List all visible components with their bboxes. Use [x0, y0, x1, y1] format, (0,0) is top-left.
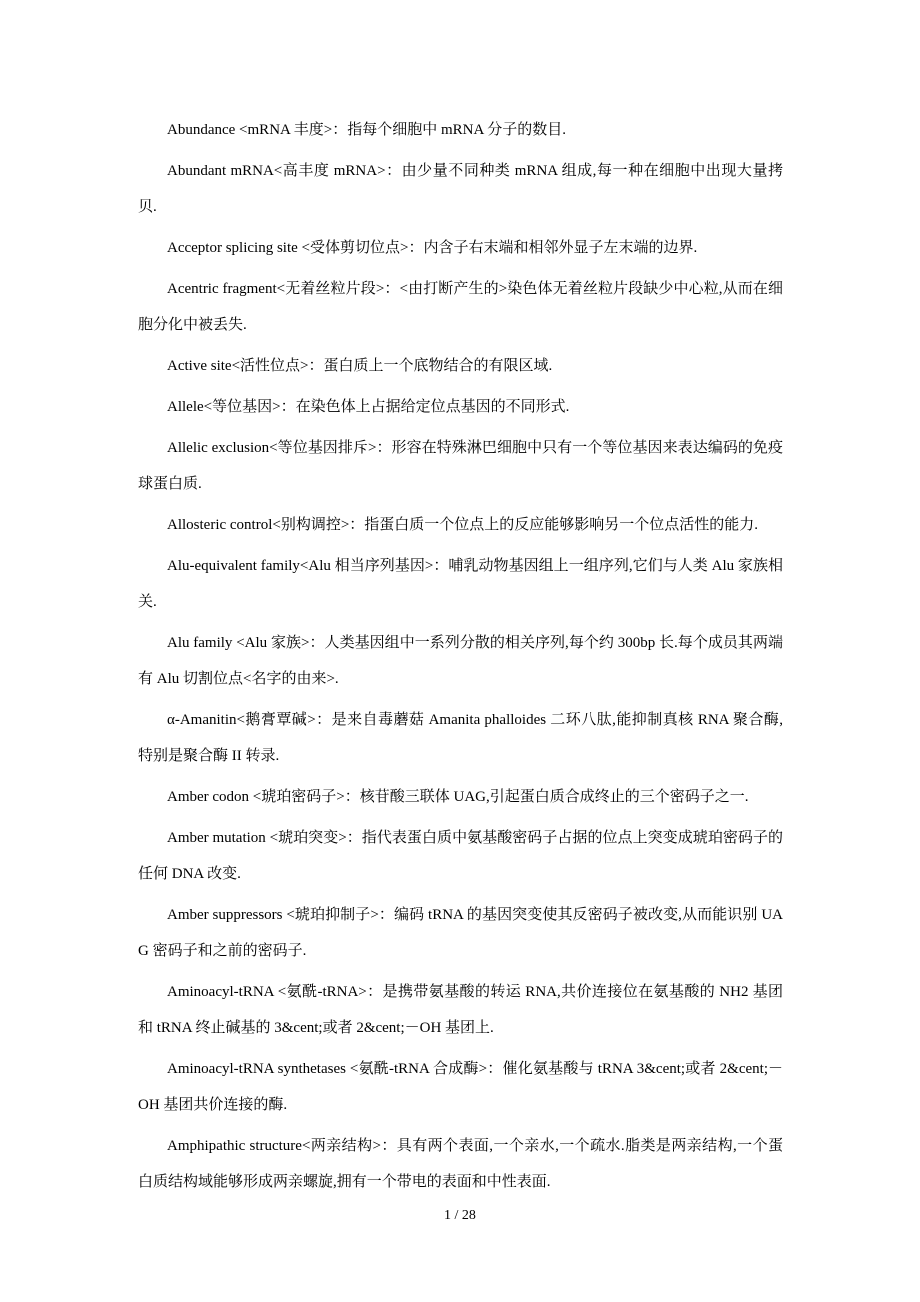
glossary-entry-amphipathic-structure: Amphipathic structure<两亲结构>：具有两个表面,一个亲水,一个疏水.脂类是两亲结构,一个蛋白质结构域能够形成两亲螺旋,拥有一个带电的表面和中性表面. [138, 1138, 783, 1190]
glossary-entry-abundance: Abundance <mRNA 丰度>：指每个细胞中 mRNA 分子的数目. [167, 122, 566, 138]
glossary-entry-alu-family: Alu family <Alu 家族>：人类基因组中一系列分散的相关序列,每个约 300bp 长.每个成员其两端有 Alu 切割位点<名字的由来>. [138, 635, 783, 687]
glossary-body [138, 112, 783, 1205]
glossary-entry-aminoacyl-trna-synthetases: Aminoacyl-tRNA synthetases <氨酰-tRNA 合成酶>：催化氨基酸与 tRNA 3&cent;或者 2&cent;－OH 基团共价连接的酶. [138, 1061, 783, 1113]
page-number: 1 / 28 [444, 1208, 476, 1223]
glossary-entry-acceptor-splicing-site: Acceptor splicing site <受体剪切位点>：内含子右末端和相邻外显子左末端的边界. [167, 240, 698, 256]
glossary-entry-amber-codon: Amber codon <琥珀密码子>：核苷酸三联体 UAG,引起蛋白质合成终止的三个密码子之一. [167, 789, 749, 805]
glossary-entry-allele: Allele<等位基因>：在染色体上占据给定位点基因的不同形式. [167, 399, 570, 415]
glossary-entry-alu-equivalent-family: Alu-equivalent family<Alu 相当序列基因>：哺乳动物基因组上一组序列,它们与人类 Alu 家族相关. [138, 558, 783, 610]
glossary-entry-aminoacyl-trna: Aminoacyl-tRNA <氨酰-tRNA>：是携带氨基酸的转运 RNA,共价连接位在氨基酸的 NH2 基团和 tRNA 终止碱基的 3&cent;或者 2&cent;－OH 基团上. [138, 984, 783, 1036]
glossary-entry-abundant-mrna: Abundant mRNA<高丰度 mRNA>：由少量不同种类 mRNA 组成,每一种在细胞中出现大量拷贝. [138, 163, 783, 215]
glossary-entry-allosteric-control: Allosteric control<别构调控>：指蛋白质一个位点上的反应能够影响另一个位点活性的能力. [167, 517, 759, 533]
glossary-entry-alpha-amanitin: α-Amanitin<鹅膏覃碱>：是来自毒蘑菇 Amanita phalloides 二环八肽,能抑制真核 RNA 聚合酶,特别是聚合酶 II 转录. [138, 712, 783, 764]
glossary-entry-amber-suppressors: Amber suppressors <琥珀抑制子>：编码 tRNA 的基因突变使其反密码子被改变,从而能识别 UAG 密码子和之前的密码子. [138, 907, 783, 959]
glossary-entry-active-site: Active site<活性位点>：蛋白质上一个底物结合的有限区域. [167, 358, 553, 374]
glossary-entry-amber-mutation: Amber mutation <琥珀突变>：指代表蛋白质中氨基酸密码子占据的位点上突变成琥珀密码子的任何 DNA 改变. [138, 830, 783, 882]
glossary-entry-allelic-exclusion: Allelic exclusion<等位基因排斥>：形容在特殊淋巴细胞中只有一个等位基因来表达编码的免疫球蛋白质. [138, 440, 783, 492]
glossary-entry-acentric-fragment: Acentric fragment<无着丝粒片段>：<由打断产生的>染色体无着丝粒片段缺少中心粒,从而在细胞分化中被丢失. [138, 281, 783, 333]
